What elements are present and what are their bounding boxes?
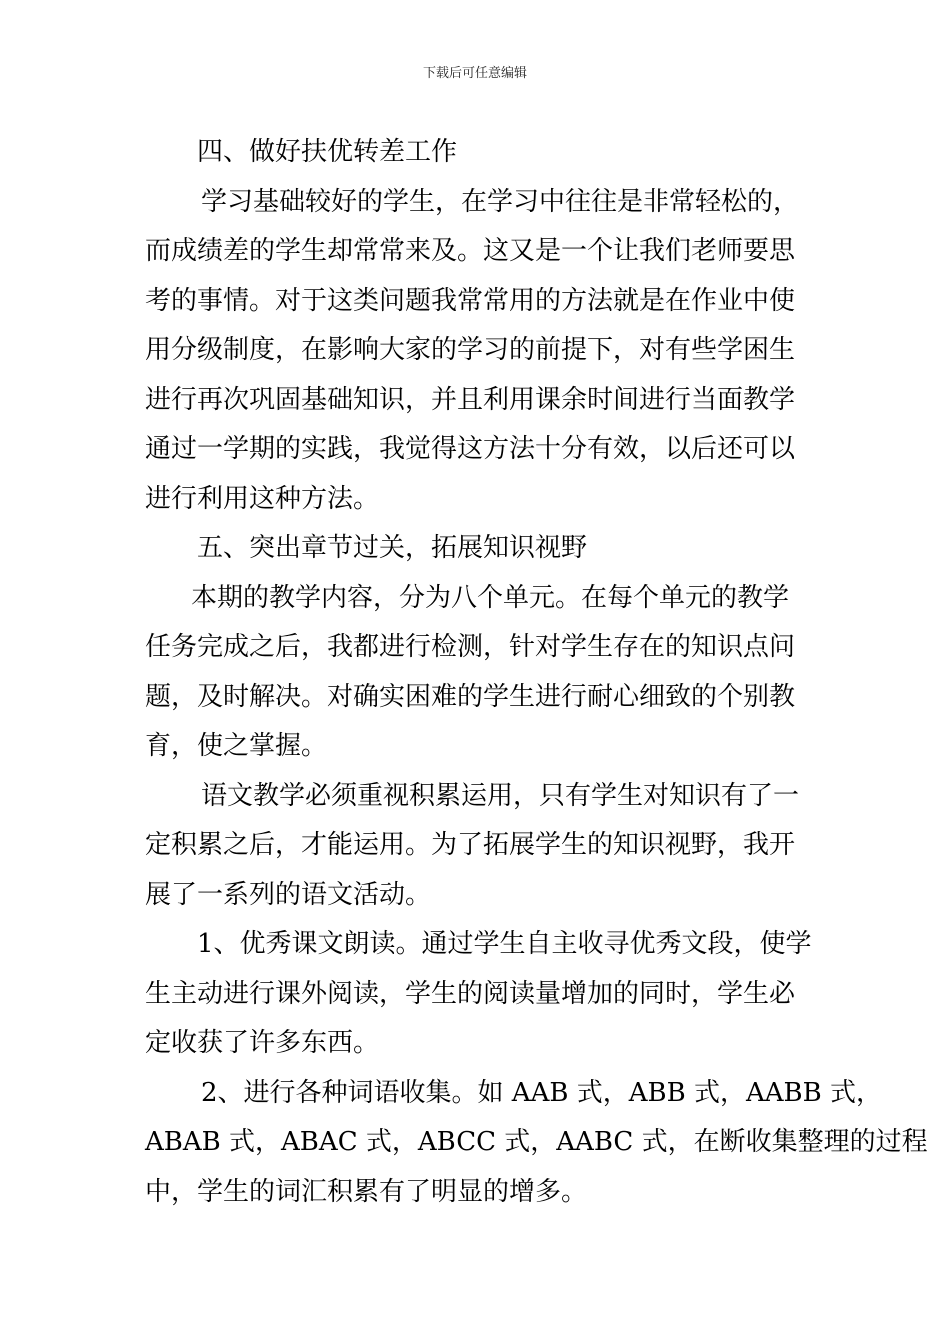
document-body [145, 128, 928, 1217]
paragraph-line: 进行再次巩固基础知识，并且利用课余时间进行当面教学 [145, 384, 796, 415]
paragraph-line: 定收获了许多东西。 [145, 1028, 380, 1058]
paragraph-line: 通过一学期的实践，我觉得这方法十分有效，以后还可以 [145, 434, 796, 464]
section-4-heading: 四、做好扶优转差工作 [197, 137, 458, 167]
paragraph-line: 考的事情。对于这类问题我常常用的方法就是在作业中使 [145, 285, 796, 316]
paragraph-line: 生主动进行课外阅读，学生的阅读量增加的同时，学生必 [145, 978, 796, 1009]
paragraph-line: 语文教学必须重视积累运用，只有学生对知识有了一 [201, 780, 800, 811]
paragraph-line: 展了一系列的语文活动。 [145, 879, 432, 910]
paragraph-3 [145, 772, 813, 921]
paragraph-5 [145, 1069, 928, 1218]
paragraph-line: 育，使之掌握。 [145, 731, 328, 761]
paragraph-line: 2、进行各种词语收集。如 AAB 式，ABB 式，AABB 式， [201, 1077, 883, 1108]
paragraph-2 [145, 574, 813, 772]
paragraph-1 [145, 178, 813, 525]
paragraph-line: 1、优秀课文朗读。通过学生自主收寻优秀文段，使学 [197, 929, 812, 959]
paragraph-line: ABAB 式，ABAC 式，ABCC 式，AABC 式，在断收集整理的过程 [145, 1127, 928, 1157]
paragraph-line: 进行利用这种方法。 [145, 483, 380, 514]
paragraph-4 [145, 920, 813, 1069]
paragraph-line: 本期的教学内容，分为八个单元。在每个单元的教学 [191, 582, 790, 613]
section-5-heading: 五、突出章节过关，拓展知识视野 [197, 533, 588, 563]
page-header-note: 下载后可任意编辑 [422, 66, 527, 81]
paragraph-line: 用分级制度，在影响大家的学习的前提下，对有些学困生 [145, 335, 796, 365]
paragraph-line: 定积累之后，才能运用。为了拓展学生的知识视野，我开 [145, 830, 796, 860]
paragraph-line: 中，学生的词汇积累有了明显的增多。 [145, 1176, 588, 1207]
paragraph-line: 学习基础较好的学生，在学习中往往是非常轻松的， [201, 186, 800, 217]
paragraph-line: 任务完成之后，我都进行检测，针对学生存在的知识点问 [145, 632, 796, 662]
paragraph-line: 而成绩差的学生却常常来及。这又是一个让我们老师要思 [145, 236, 796, 266]
paragraph-line: 题，及时解决。对确实困难的学生进行耐心细致的个别教 [145, 681, 796, 712]
